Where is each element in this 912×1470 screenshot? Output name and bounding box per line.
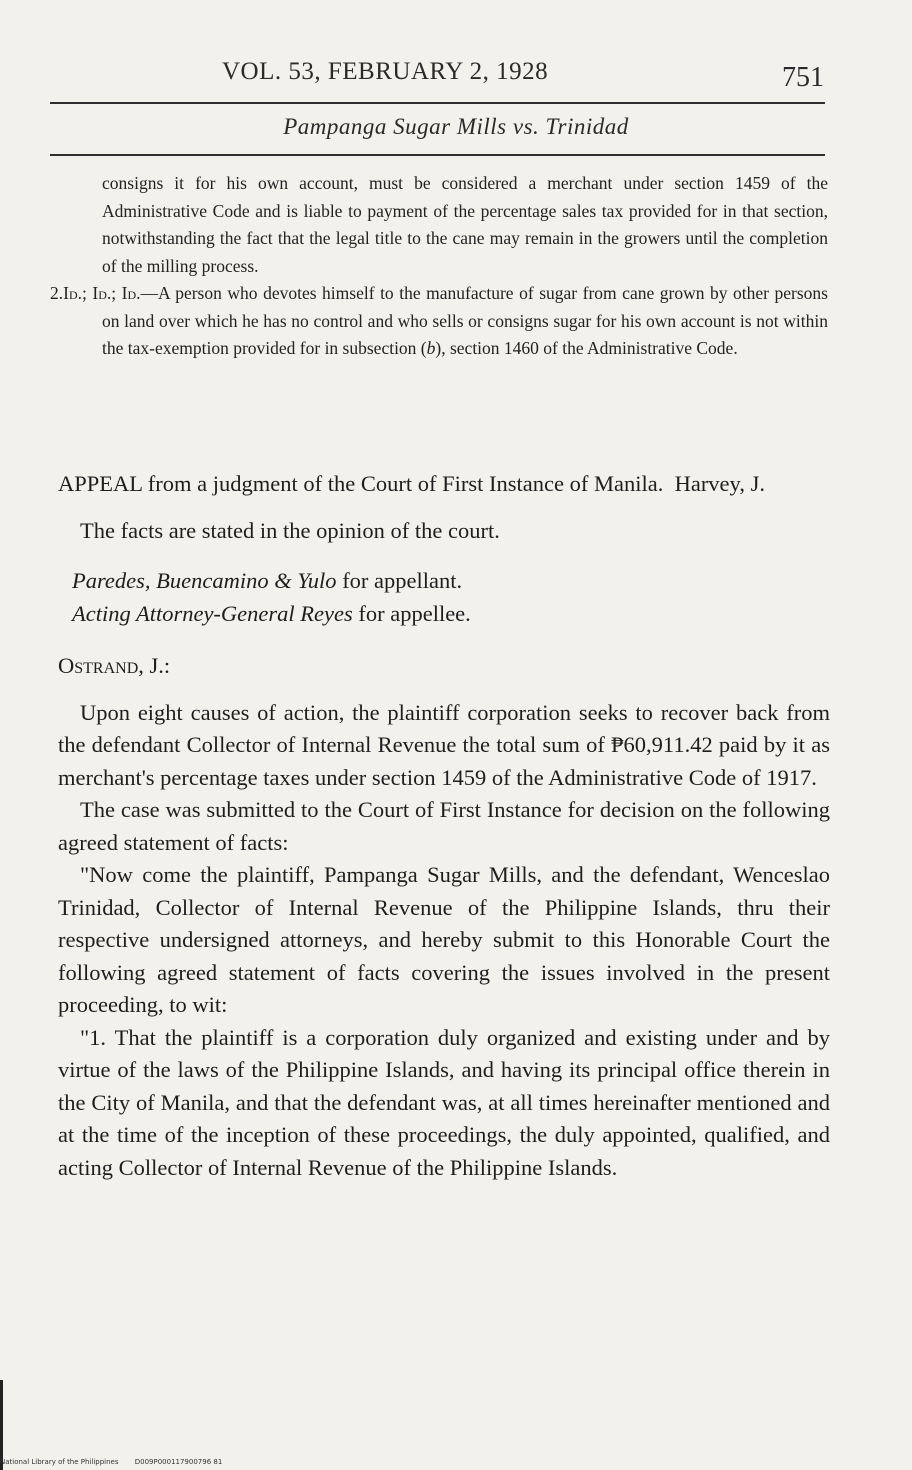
page-number: 751 (782, 62, 824, 93)
appellant-role: for appellant. (342, 568, 463, 593)
case-title: Pampanga Sugar Mills vs. Trinidad (283, 114, 629, 139)
facts-line: The facts are stated in the opinion of the court. (80, 517, 500, 543)
page-edge-mark (0, 1380, 3, 1470)
syllabus-item-text-b: ), section 1460 of the Administrative Code. (435, 338, 738, 358)
paragraph-1: Upon eight causes of action, the plaintiff corporation seeks to recover back from the defendant Collector of Internal Revenue the total sum of ₱60,911.42 paid by it as merchant's percentage taxes under section 1459 of the Administrative Code of 1917. (58, 699, 830, 790)
syllabus-item-heading: Id.; Id.; Id. (63, 283, 141, 303)
syllabus-item-text-a: —A person who devotes himself to the manufacture of sugar from cane grown by other persons on land over which he has no control and who sells or consigns sugar for his own account is not within the tax-exemption provided for in subsection ( (102, 283, 828, 358)
running-head: VOL. 53, FEBRUARY 2, 1928 (222, 58, 549, 85)
header-rule-bottom (50, 154, 825, 156)
appellee-counsel-name: Acting Attorney-General Reyes (72, 600, 353, 626)
appeal-statement (58, 468, 830, 501)
syllabus-item-italic: b (426, 338, 436, 358)
body-text (58, 468, 830, 1184)
footer-library: National Library of the Philippines (0, 1458, 119, 1466)
footer-barcode: D009P000117900796 81 (134, 1458, 223, 1466)
paragraph-2: The case was submitted to the Court of First Instance for decision on the following agreed statement of facts: (58, 797, 830, 855)
syllabus-item-number: 2. (50, 283, 64, 303)
appeal-judge: Harvey, J. (674, 471, 765, 496)
appellee-role: for appellee. (358, 600, 471, 626)
syllabus-continuation: consigns it for his own account, must be considered a merchant under section 1459 of the Administrative Code and is liable to payment of the percentage sales tax provided for in that section, notwithstanding the fact that the legal title to the cane may remain in the growers until the completion of the milling process. (102, 173, 828, 276)
scan-footer (0, 1458, 222, 1466)
counsel-appellee (58, 598, 830, 631)
counsel-appellant (58, 565, 830, 598)
paragraph-4: "1. That the plaintiff is a corporation duly organized and existing under and by virtue of the laws of the Philippine Islands, and having its principal office therein in the City of Manila, and that the defendant was, at all times hereinafter mentioned and at the time of the inception of these proceedings, the duly appointed, qualified, and acting Collector of Internal Revenue of the Philippine Islands. (58, 1024, 830, 1180)
paragraph-3: "Now come the plaintiff, Pampanga Sugar Mills, and the defendant, Wenceslao Trinidad, Collector of Internal Revenue of the Philippine Islands, thru their respective undersigned attorneys, and hereby submit to this Honorable Court the following agreed statement of facts covering the issues involved in the present proceeding, to wit: (58, 862, 830, 1017)
syllabus (50, 170, 828, 363)
syllabus-item-2 (50, 280, 828, 363)
opinion-author: Ostrand, J.: (58, 653, 171, 678)
appeal-text: APPEAL from a judgment of the Court of First Instance of Manila. (58, 471, 664, 496)
appellant-counsel-name: Paredes, Buencamino & Yulo (72, 568, 337, 593)
header-rule-top (50, 102, 825, 104)
